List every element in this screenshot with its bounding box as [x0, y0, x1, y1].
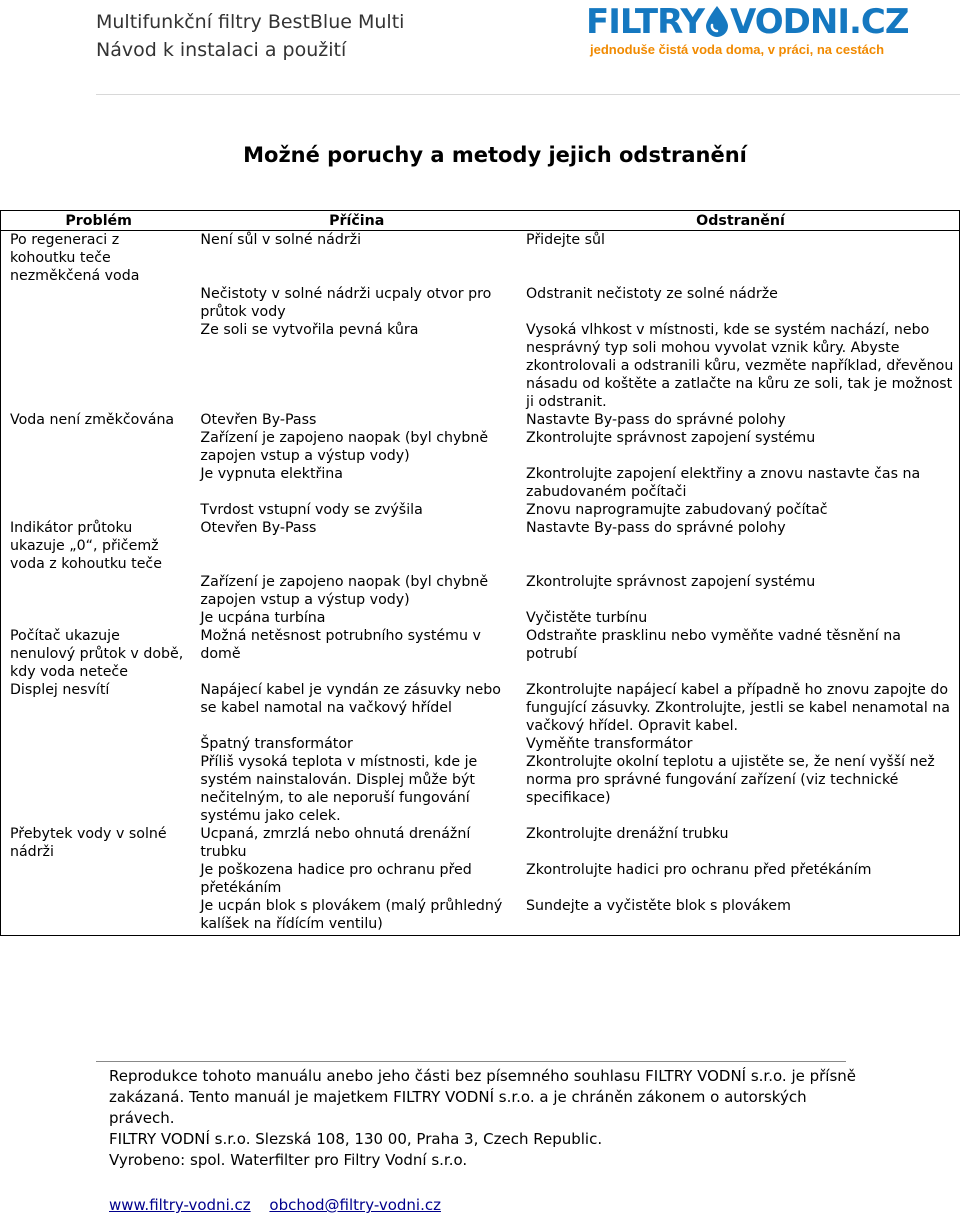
problem-cell — [1, 285, 192, 321]
manufacturer-note: Vyrobeno: spol. Waterfilter pro Filtry Vodní s.r.o. — [109, 1151, 468, 1169]
remedy-cell: Nastavte By-pass do správné polohy — [517, 411, 959, 429]
header-problem: Problém — [1, 211, 192, 231]
filtry-vodni-logo — [582, 2, 909, 64]
problem-cell — [1, 897, 192, 936]
cause-cell: Příliš vysoká teplota v místnosti, kde je systém nainstalován. Displej může být nečitelným, to ale neporuší fungování systému jako celek. — [200, 754, 478, 824]
table-row — [1, 573, 960, 609]
table-row — [1, 285, 960, 321]
problem-cell: Po regeneraci z kohoutku teče nezměkčená voda — [1, 231, 192, 286]
cause-cell: Tvrdost vstupní vody se zvýšila — [200, 502, 423, 518]
table-row — [1, 519, 960, 573]
remedy-cell: Zkontrolujte napájecí kabel a případně ho znovu zapojte do fungující zásuvky. Zkontrolujte, jestli se kabel nenamotal na vačkový hřídel. Opravit kabel. — [517, 681, 959, 735]
footer-divider — [96, 1061, 846, 1062]
remedy-cell: Zkontrolujte správnost zapojení systému — [517, 573, 959, 609]
remedy-cell: Zkontrolujte zapojení elektřiny a znovu nastavte čas na zabudovaném počítači — [517, 465, 959, 501]
cause-cell: Zařízení je zapojeno naopak (byl chybně zapojen vstup a výstup vody) — [200, 574, 489, 608]
problem-cell — [1, 501, 192, 519]
problem-cell: Přebytek vody v solné nádrži — [1, 825, 192, 861]
problem-cell: Displej nesvítí — [1, 681, 192, 735]
remedy-cell: Zkontrolujte drenážní trubku — [517, 825, 959, 861]
problem-cell — [1, 321, 192, 411]
cause-cell: Možná netěsnost potrubního systému v domě — [200, 628, 481, 662]
product-title: Multifunkční filtry BestBlue Multi — [96, 11, 405, 33]
remedy-cell: Odstranit nečistoty ze solné nádrže — [517, 285, 959, 321]
problem-cell: Indikátor průtoku ukazuje „0“, přičemž voda z kohoutku teče — [1, 519, 192, 573]
water-drop-icon — [704, 5, 730, 37]
cause-cell: Otevřen By-Pass — [200, 520, 317, 536]
table-row — [1, 735, 960, 753]
cause-cell: Špatný transformátor — [200, 736, 353, 752]
remedy-cell: Vysoká vlhkost v místnosti, kde se systém nachází, nebo nesprávný typ soli mohou vyvolat vznik kůry. Abyste zkontrolovali a odstranili kůru, vezměte například, dřevěnou násadu od koštěte a zatlačte na kůru ze soli, tak je možnost ji odstranit. — [517, 321, 959, 411]
copyright-notice: Reprodukce tohoto manuálu anebo jeho části bez písemného souhlasu FILTRY VODNÍ s.r.o. je přísně zakázaná. Tento manuál je majetkem FILTRY VODNÍ s.r.o. a je chráněn zákonem o autorských právech. — [109, 1067, 857, 1127]
logo-wordmark: FILTRY VODNI.CZ — [586, 2, 909, 42]
cause-cell: Je ucpána turbína — [200, 610, 326, 626]
table-row — [1, 321, 960, 411]
header-cause: Příčina — [191, 211, 517, 231]
website-link[interactable]: www.filtry-vodni.cz — [109, 1196, 251, 1214]
company-address: FILTRY VODNÍ s.r.o. Slezská 108, 130 00, Praha 3, Czech Republic. — [109, 1130, 603, 1148]
manual-subtitle: Návod k instalaci a použití — [96, 39, 347, 61]
troubleshooting-table — [0, 210, 960, 936]
problem-cell — [1, 861, 192, 897]
problem-cell: Počítač ukazuje nenulový průtok v době, kdy voda neteče — [1, 627, 192, 681]
cause-cell: Otevřen By-Pass — [200, 412, 317, 428]
problem-cell — [1, 735, 192, 753]
remedy-cell: Zkontrolujte hadici pro ochranu před přetékáním — [517, 861, 959, 897]
table-row — [1, 501, 960, 519]
cause-cell: Ze soli se vytvořila pevná kůra — [200, 322, 419, 338]
problem-cell — [1, 609, 192, 627]
remedy-cell: Vyměňte transformátor — [517, 735, 959, 753]
table-row — [1, 627, 960, 681]
problem-cell — [1, 573, 192, 609]
table-row — [1, 897, 960, 936]
table-row — [1, 429, 960, 465]
header-divider — [96, 94, 960, 95]
table-row — [1, 609, 960, 627]
remedy-cell: Sundejte a vyčistěte blok s plovákem — [517, 897, 959, 936]
email-link[interactable]: obchod@filtry-vodni.cz — [269, 1196, 441, 1214]
footer — [109, 1066, 869, 1216]
header-remedy: Odstranění — [517, 211, 959, 231]
cause-cell: Není sůl v solné nádrži — [200, 232, 362, 248]
cause-cell: Je vypnuta elektřina — [200, 466, 343, 482]
remedy-cell: Odstraňte prasklinu nebo vyměňte vadné těsnění na potrubí — [517, 627, 959, 681]
logo-tagline: jednoduše čistá voda doma, v práci, na cestách — [590, 42, 885, 57]
cause-cell: Je ucpán blok s plovákem (malý průhledný kalíšek na řídícím ventilu) — [191, 897, 517, 936]
cause-cell: Je poškozena hadice pro ochranu před přetékáním — [200, 862, 472, 896]
table-row — [1, 861, 960, 897]
problem-cell — [1, 753, 192, 825]
problem-cell: Voda není změkčována — [1, 411, 192, 429]
header-title — [96, 8, 516, 64]
remedy-cell: Zkontrolujte správnost zapojení systému — [517, 429, 959, 465]
cause-cell: Zařízení je zapojeno naopak (byl chybně zapojen vstup a výstup vody) — [200, 430, 489, 464]
table-row — [1, 411, 960, 429]
table-row — [1, 465, 960, 501]
remedy-cell: Přidejte sůl — [517, 231, 959, 286]
table-row — [1, 681, 960, 735]
remedy-cell: Znovu naprogramujte zabudovaný počítač — [517, 501, 959, 519]
table-row — [1, 825, 960, 861]
remedy-cell: Nastavte By-pass do správné polohy — [517, 519, 959, 573]
page-title: Možné poruchy a metody jejich odstranění — [243, 143, 747, 167]
problem-cell — [1, 465, 192, 501]
cause-cell: Napájecí kabel je vyndán ze zásuvky nebo se kabel namotal na vačkový hřídel — [200, 682, 501, 716]
footer-links — [109, 1195, 869, 1216]
table-row — [1, 231, 960, 286]
table-header-row — [1, 211, 960, 231]
remedy-cell: Vyčistěte turbínu — [517, 609, 959, 627]
cause-cell: Nečistoty v solné nádrži ucpaly otvor pro průtok vody — [200, 286, 492, 320]
remedy-cell: Zkontrolujte okolní teplotu a ujistěte se, že není vyšší než norma pro správné fungování zařízení (viz technické specifikace) — [517, 753, 959, 825]
table-row — [1, 753, 960, 825]
cause-cell: Ucpaná, zmrzlá nebo ohnutá drenážní trubku — [200, 826, 471, 860]
problem-cell — [1, 429, 192, 465]
